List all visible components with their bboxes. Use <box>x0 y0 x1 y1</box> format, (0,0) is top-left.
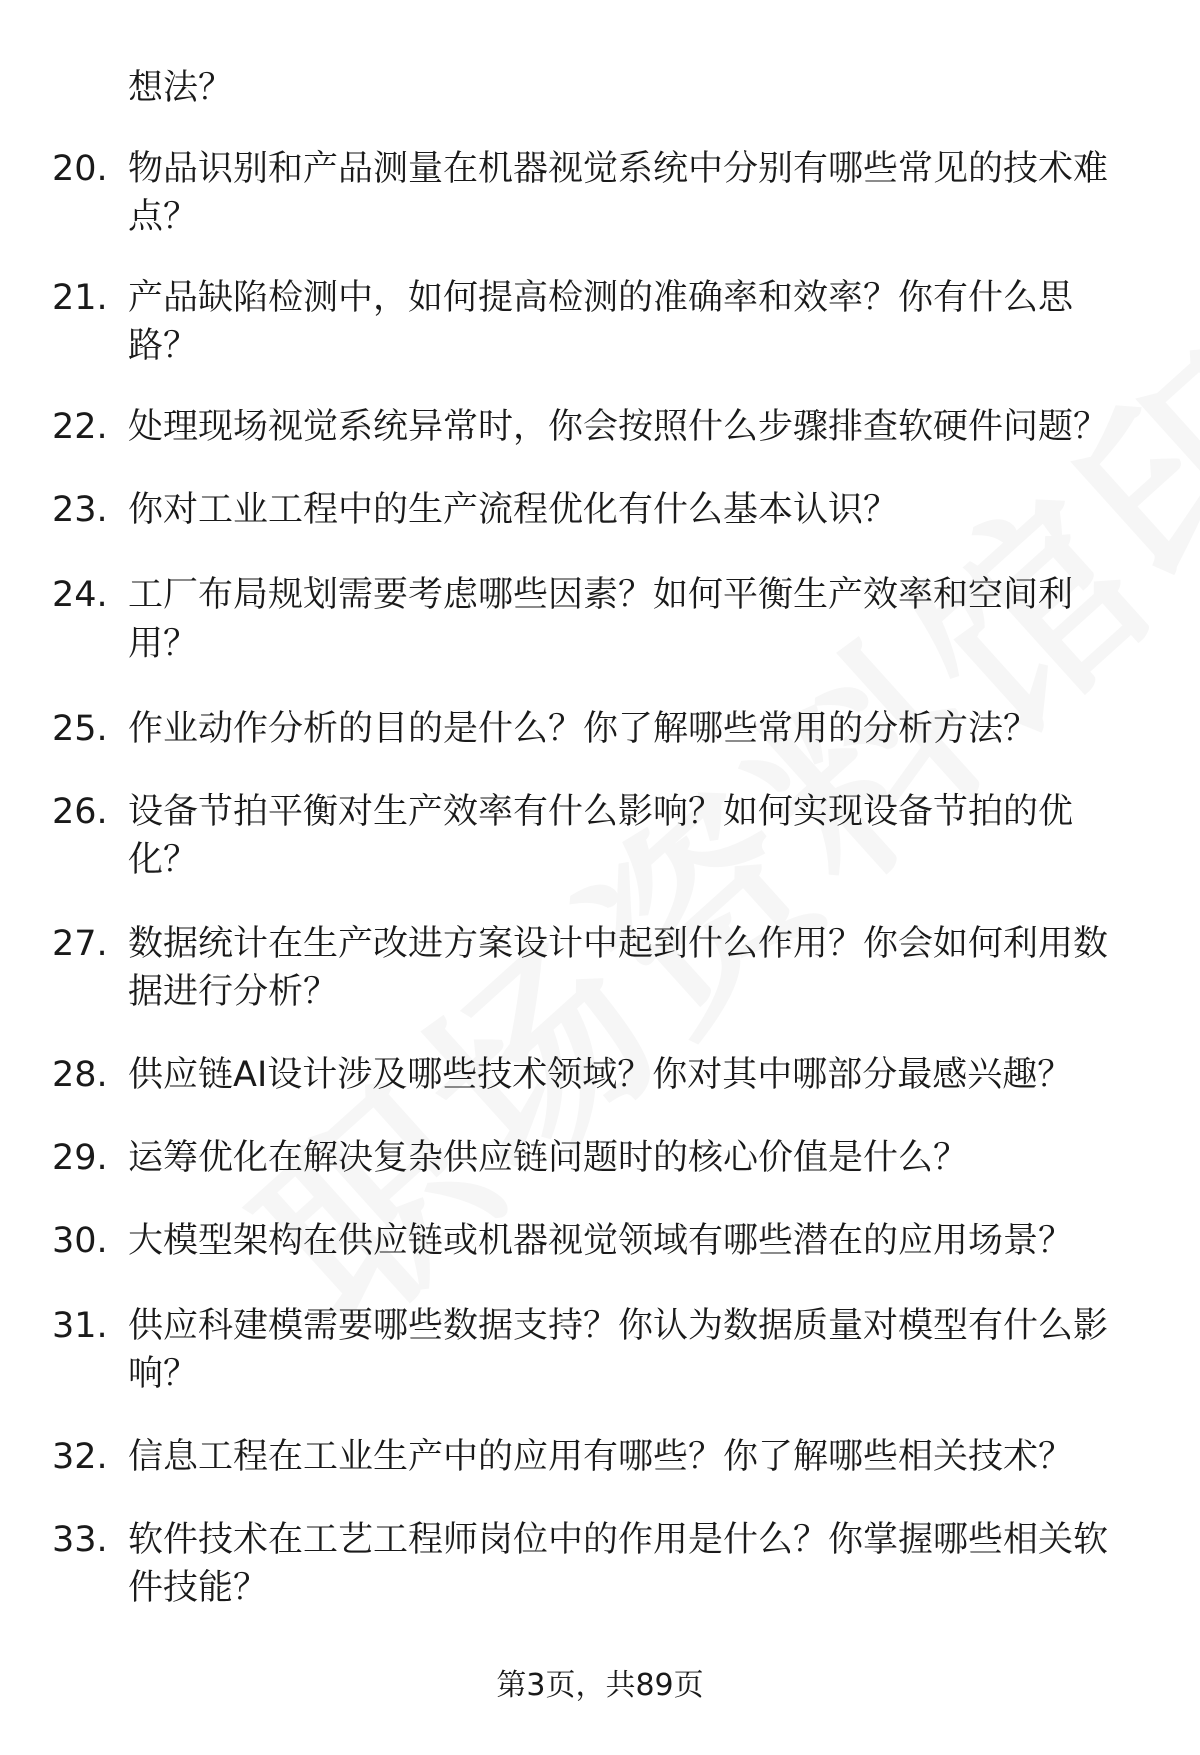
question-text: 运筹优化在解决复杂供应链问题时的核心价值是什么？ <box>128 1138 969 1178</box>
question-number: 26. <box>52 792 108 832</box>
question-number: 24. <box>52 575 108 615</box>
question-number: 27. <box>52 924 108 964</box>
question-number: 30. <box>52 1221 108 1261</box>
question-number: 29. <box>52 1138 108 1178</box>
question-number: 32. <box>52 1437 108 1477</box>
question-number: 28. <box>52 1055 108 1095</box>
question-text: 作业动作分析的目的是什么？你了解哪些常用的分析方法？ <box>128 709 1039 749</box>
question-text: 处理现场视觉系统异常时，你会按照什么步骤排查软硬件问题？ <box>128 407 1109 447</box>
question-number: 23. <box>52 490 108 530</box>
question-text: 用？ <box>128 624 199 664</box>
question-text: 大模型架构在供应链或机器视觉领域有哪些潜在的应用场景？ <box>128 1221 1074 1261</box>
question-text: 据进行分析？ <box>128 972 339 1012</box>
question-text: 物品识别和产品测量在机器视觉系统中分别有哪些常见的技术难 <box>128 149 1109 189</box>
question-number: 21. <box>52 278 108 318</box>
question-text: 响？ <box>128 1354 199 1394</box>
question-number: 22. <box>52 407 108 447</box>
question-text: 路？ <box>128 326 199 366</box>
question-text: 供应科建模需要哪些数据支持？你认为数据质量对模型有什么影 <box>128 1306 1109 1346</box>
question-number: 25. <box>52 709 108 749</box>
question-text: 数据统计在生产改进方案设计中起到什么作用？你会如何利用数 <box>128 924 1109 964</box>
question-text: 设备节拍平衡对生产效率有什么影响？如何实现设备节拍的优 <box>128 792 1074 832</box>
question-text: 产品缺陷检测中，如何提高检测的准确率和效率？你有什么思 <box>128 278 1074 318</box>
question-number: 31. <box>52 1306 108 1346</box>
page-footer: 第3页，共89页 <box>496 1668 704 1703</box>
question-text: 想法？ <box>128 68 234 108</box>
question-text: 化？ <box>128 840 199 880</box>
question-text: 供应链AI设计涉及哪些技术领域？你对其中哪部分最感兴趣？ <box>128 1055 1073 1095</box>
question-number: 20. <box>52 149 108 189</box>
question-text: 点？ <box>128 197 199 237</box>
question-text: 你对工业工程中的生产流程优化有什么基本认识？ <box>128 490 899 530</box>
question-text: 信息工程在工业生产中的应用有哪些？你了解哪些相关技术？ <box>128 1437 1074 1477</box>
question-text: 软件技术在工艺工程师岗位中的作用是什么？你掌握哪些相关软 <box>128 1520 1109 1560</box>
question-number: 33. <box>52 1520 108 1560</box>
question-text: 工厂布局规划需要考虑哪些因素？如何平衡生产效率和空间利 <box>128 575 1074 615</box>
question-text: 件技能？ <box>128 1568 269 1608</box>
